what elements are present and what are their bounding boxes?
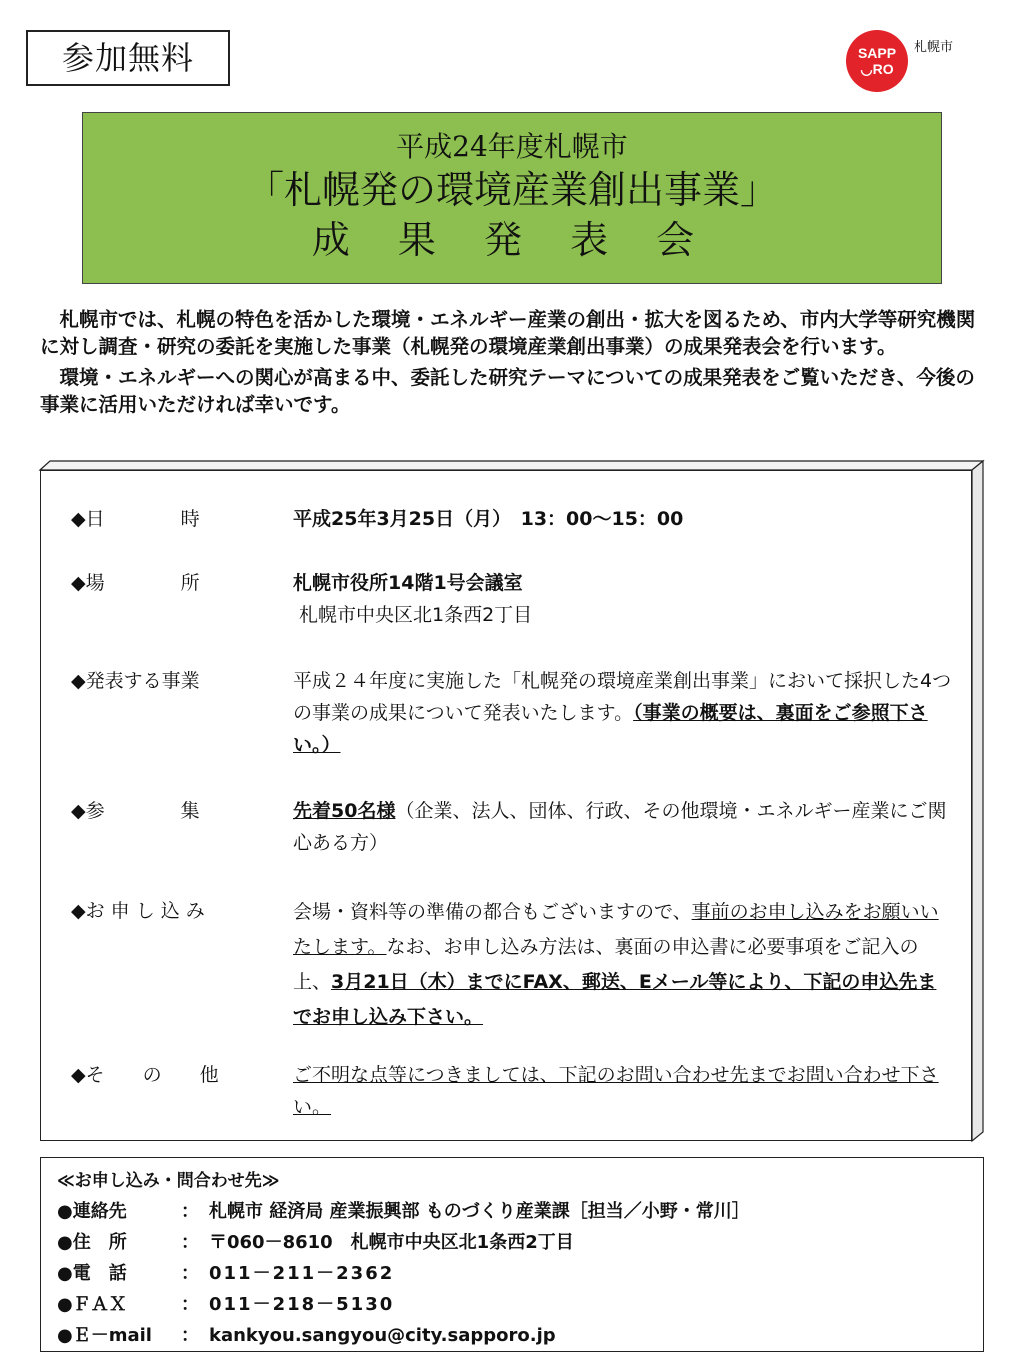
email-colon: ： bbox=[181, 1325, 199, 1346]
intro-paragraph-2: 環境・エネルギーへの関心が高まる中、委託した研究テーマについての成果発表をご覧いただき、今後の事業に活用いただければ幸いです。 bbox=[40, 366, 975, 416]
other-value: ご不明な点等につきましては、下記のお問い合わせ先までお問い合わせ下さい。 bbox=[293, 1064, 939, 1118]
projects-label: ◆発表する事業 bbox=[71, 670, 200, 692]
apply-part1: 会場・資料等の準備の都合もございますので、 bbox=[293, 901, 692, 923]
date-label: ◆日 時 bbox=[71, 508, 200, 530]
email-value[interactable]: kankyou.sangyou@city.sapporo.jp bbox=[209, 1325, 556, 1346]
capacity-value bbox=[293, 795, 953, 859]
fax-value: 011－218－5130 bbox=[209, 1294, 395, 1315]
capacity-label: ◆参 集 bbox=[71, 800, 200, 822]
email-label: ●Ｅ－mail bbox=[57, 1325, 152, 1346]
fax-colon: ： bbox=[181, 1294, 199, 1315]
capacity-rest: （企業、法人、団体、行政、その他環境・エネルギー産業にご関心ある方） bbox=[293, 800, 947, 854]
email-row bbox=[57, 1321, 556, 1347]
phone-value: 011－211－2362 bbox=[209, 1263, 395, 1284]
contact-value: 札幌市 経済局 産業振興部 ものづくり産業課［担当／小野・常川］ bbox=[209, 1201, 750, 1222]
date-value: 平成25年3月25日（月） 13：00～15：00 bbox=[293, 508, 684, 530]
logo-line2: ◡RO bbox=[860, 61, 894, 77]
address-row bbox=[57, 1228, 574, 1254]
place-label: ◆場 所 bbox=[71, 572, 200, 594]
apply-part3: なお、お申し込み方法は、裏面の申込書に必要事項をご記入の上、 bbox=[293, 936, 919, 993]
contact-heading: ≪お申し込み・問合わせ先≫ bbox=[57, 1171, 280, 1191]
other-label: ◆そ の 他 bbox=[71, 1064, 219, 1086]
phone-row bbox=[57, 1259, 394, 1285]
title-project: 「札幌発の環境産業創出事業」 bbox=[245, 168, 778, 212]
address-colon: ： bbox=[181, 1232, 199, 1253]
place-name: 札幌市役所14階1号会議室 bbox=[293, 572, 523, 594]
event-details-box bbox=[40, 470, 972, 1141]
intro-paragraph-1: 札幌市では、札幌の特色を活かした環境・エネルギー産業の創出・拡大を図るため、市内大学等研究機関に対し調査・研究の委託を実施した事業（札幌発の環境産業創出事業）の成果発表会を行います。 bbox=[40, 308, 976, 358]
apply-value bbox=[293, 895, 953, 1035]
address-label: ●住 所 bbox=[57, 1232, 127, 1253]
apply-part2: 事前のお申し込みをお願いいたします。 bbox=[293, 901, 939, 958]
projects-text: 平成２４年度に実施した「札幌発の環境産業創出事業」において採択した4つの事業の成果について発表いたします。 bbox=[293, 670, 952, 724]
logo-city-name: 札幌市 bbox=[914, 40, 954, 55]
fax-label: ●ＦＡＸ bbox=[57, 1294, 127, 1315]
projects-note: （事業の概要は、裏面をご参照下さい。） bbox=[293, 702, 928, 756]
fax-row bbox=[57, 1290, 394, 1316]
title-event: 成 果 発 表 会 bbox=[311, 218, 713, 262]
phone-label: ●電 話 bbox=[57, 1263, 127, 1284]
place-address: 札幌市中央区北1条西2丁目 bbox=[299, 604, 533, 626]
contact-row bbox=[57, 1197, 750, 1223]
logo-line1: SAPP bbox=[857, 45, 897, 61]
title-year: 平成24年度札幌市 bbox=[396, 130, 628, 163]
place-value bbox=[293, 567, 953, 631]
apply-part4: 3月21日（木）までにFAX、郵送、Eメール等により、下記の申込先までお申し込み下さい。 bbox=[293, 971, 937, 1028]
capacity-bold: 先着50名様 bbox=[293, 800, 396, 822]
contact-box bbox=[40, 1157, 984, 1352]
projects-value bbox=[293, 665, 953, 761]
phone-colon: ： bbox=[181, 1263, 199, 1284]
apply-label: ◆お 申 し 込 み bbox=[71, 900, 205, 922]
contact-label: ●連絡先 bbox=[57, 1201, 127, 1222]
contact-colon: ： bbox=[181, 1201, 199, 1222]
address-value: 〒060－8610 札幌市中央区北1条西2丁目 bbox=[209, 1232, 574, 1253]
free-admission-badge: 参加無料 bbox=[26, 30, 230, 86]
